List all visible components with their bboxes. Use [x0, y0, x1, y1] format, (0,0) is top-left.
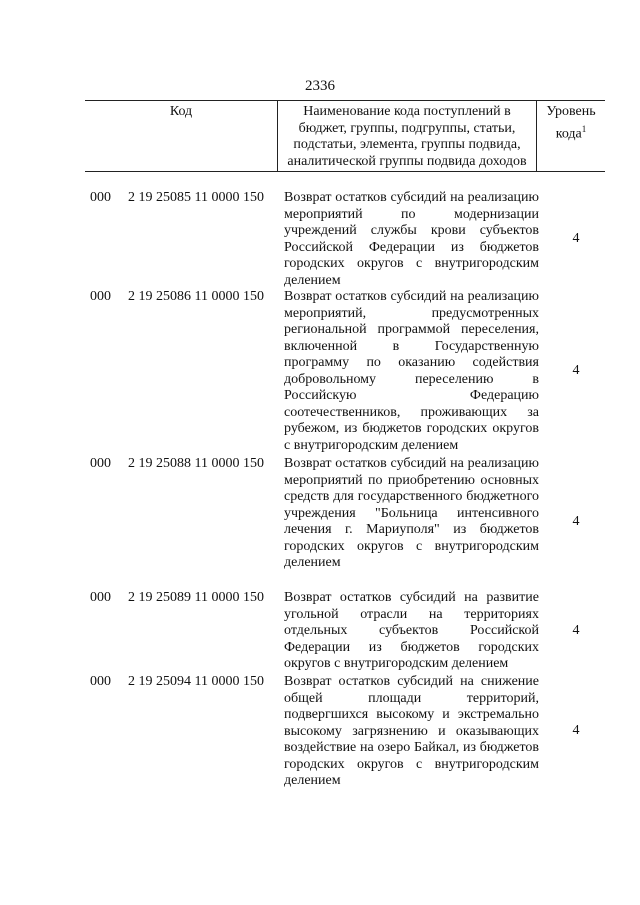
- row-admin-code: 000: [90, 190, 111, 205]
- row-admin-code: 000: [90, 674, 111, 689]
- row-admin-code: 000: [90, 289, 111, 304]
- header-level-footnote: 1: [581, 123, 587, 134]
- header-name-label: Наименование кода поступлений в бюджет, группы, подгруппы, статьи, подстатьи, элемента, группы подвида, аналитической группы подвида доходов: [287, 104, 527, 169]
- row-level: 4: [572, 514, 580, 529]
- row-name: Возврат остатков субсидий на развитие угольной отрасли на территориях отдельных субъектов Российской Федерации из бюджетов городских округов с внутригородским делением: [284, 590, 539, 671]
- header-code-label: Код: [169, 104, 193, 119]
- row-level: 4: [572, 231, 580, 246]
- row-admin-code: 000: [90, 456, 111, 471]
- row-revenue-code: 2 19 25086 11 0000 150: [128, 289, 264, 304]
- row-name: Возврат остатков субсидий на реализацию мероприятий по модернизации учреждений службы крови субъектов Российской Федерации из бюджетов городских округов с внутригородским делением: [284, 190, 539, 288]
- row-name: Возврат остатков субсидий на реализацию мероприятий по приобретению основных средств для государственного бюджетного учреждения "Больница интенсивного лечения г. Мариуполя" из бюджетов городских округов с внутригородским делением: [284, 456, 539, 570]
- header-level-text: Уровень кода: [546, 104, 596, 142]
- page-number: 2336: [305, 78, 335, 94]
- row-admin-code: 000: [90, 590, 111, 605]
- row-revenue-code: 2 19 25088 11 0000 150: [128, 456, 264, 471]
- row-revenue-code: 2 19 25089 11 0000 150: [128, 590, 264, 605]
- row-revenue-code: 2 19 25094 11 0000 150: [128, 674, 264, 689]
- row-name: Возврат остатков субсидий на снижение общей площади территорий, подвергшихся высокому и экстремально высокому загрязнению и оказывающих воздействие на озеро Байкал, из бюджетов городских округов с внутригородским делением: [284, 674, 539, 788]
- row-level: 4: [572, 623, 580, 638]
- row-level: 4: [572, 723, 580, 738]
- row-revenue-code: 2 19 25085 11 0000 150: [128, 190, 264, 205]
- header-name-column: [278, 101, 537, 171]
- table-header: [85, 100, 605, 172]
- row-name: Возврат остатков субсидий на реализацию мероприятий, предусмотренных региональной программой переселения, включенной в Государственную программу по оказанию содействия добровольному переселению в Российскую Федерацию соотечественников, проживающих за рубежом, из бюджетов городских округов с внутригородским делением: [284, 289, 539, 453]
- header-level-column: [537, 101, 605, 171]
- header-code-column: [85, 101, 278, 171]
- header-level-label: [537, 101, 605, 143]
- row-level: 4: [572, 363, 580, 378]
